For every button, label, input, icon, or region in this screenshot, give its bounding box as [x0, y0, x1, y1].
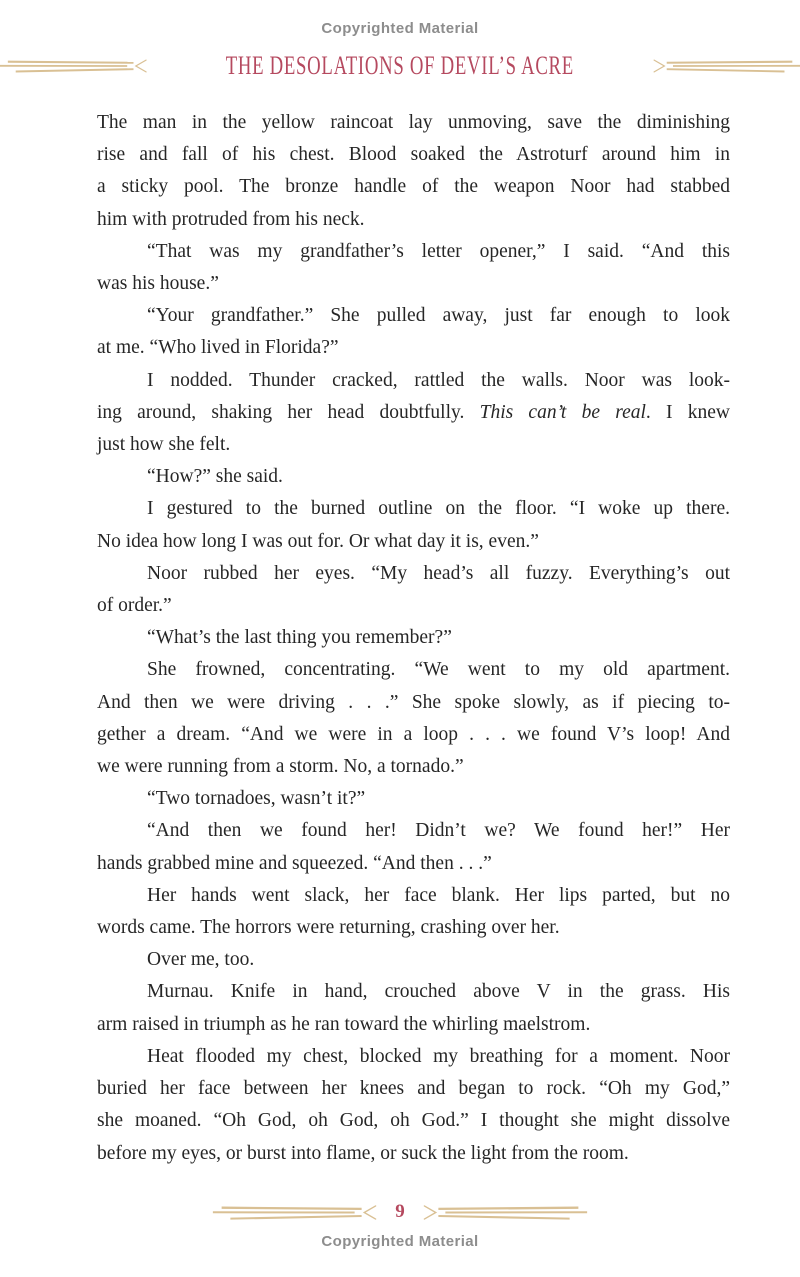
text-line: Murnau. Knife in hand, crouched above V in the grass. His — [147, 981, 730, 1003]
text-line: rise and fall of his chest. Blood soaked the Astroturf around him in — [97, 144, 730, 166]
text-line: And then we were driving . . .” She spoke slowly, as if piecing to- — [97, 691, 730, 713]
text-line: She frowned, concentrating. “We went to my old apartment. — [147, 659, 730, 681]
text-line: I nodded. Thunder cracked, rattled the walls. Noor was look- — [147, 369, 730, 391]
copyright-notice-top: Copyrighted Material — [321, 20, 479, 37]
text-line: Noor rubbed her eyes. “My head’s all fuzzy. Everything’s out — [147, 562, 730, 584]
deco-rule-left-icon — [0, 54, 149, 78]
text-line: gether a dream. “And we were in a loop . . . we found V’s loop! And — [97, 723, 730, 745]
text-line: The man in the yellow raincoat lay unmoving, save the diminishing — [97, 112, 730, 133]
copyright-notice-bottom: Copyrighted Material — [321, 1233, 479, 1250]
text-line: was his house.” — [97, 273, 219, 295]
text-line: No idea how long I was out for. Or what day it is, even.” — [97, 530, 539, 552]
page-number: 9 — [395, 1201, 405, 1222]
text-line: buried her face between her knees and began to rock. “Oh my God,” — [97, 1078, 730, 1100]
text-line: we were running from a storm. No, a tornado.” — [97, 756, 464, 778]
text-line: him with protruded from his neck. — [97, 208, 365, 230]
text-line: Over me, too. — [147, 949, 255, 971]
text-line: “What’s the last thing you remember?” — [147, 627, 452, 649]
text-line: “That was my grandfather’s letter opener,” I said. “And this — [147, 240, 730, 262]
page-footer-ornament — [0, 1202, 800, 1223]
text-line: she moaned. “Oh God, oh God, oh God.” I thought she might dissolve — [97, 1110, 730, 1132]
text-line: a sticky pool. The bronze handle of the weapon Noor had stabbed — [97, 176, 730, 198]
text-line: “And then we found her! Didn’t we? We found her!” Her — [147, 820, 730, 842]
running-head — [0, 51, 800, 81]
text-line: “How?” she said. — [147, 466, 283, 488]
text-line: “Your grandfather.” She pulled away, just far enough to look — [147, 305, 730, 327]
deco-rule-right-icon — [651, 54, 800, 78]
page-body — [97, 107, 730, 1170]
text-line: ing around, shaking her head doubtfully. This can’t be real. I knew — [97, 401, 730, 423]
text-line: Her hands went slack, her face blank. Her lips parted, but no — [147, 884, 730, 906]
chapter-running-title: THE DESOLATIONS OF DEVIL’S ACRE — [225, 51, 575, 80]
text-line: of order.” — [97, 595, 172, 617]
text-line: Heat flooded my chest, blocked my breathing for a moment. Noor — [147, 1045, 730, 1067]
text-line: words came. The horrors were returning, crashing over her. — [97, 917, 560, 939]
text-line: before my eyes, or burst into flame, or suck the light from the room. — [97, 1142, 629, 1164]
text-line: “Two tornadoes, wasn’t it?” — [147, 788, 366, 810]
text-line: hands grabbed mine and squeezed. “And then . . .” — [97, 852, 492, 874]
text-line: arm raised in triumph as he ran toward the whirling maelstrom. — [97, 1013, 591, 1035]
deco-rule-left-icon — [212, 1202, 380, 1223]
deco-rule-right-icon — [420, 1202, 588, 1223]
text-line: at me. “Who lived in Florida?” — [97, 337, 339, 359]
text-line: just how she felt. — [97, 434, 231, 456]
text-line: I gestured to the burned outline on the floor. “I woke up there. — [147, 498, 730, 520]
